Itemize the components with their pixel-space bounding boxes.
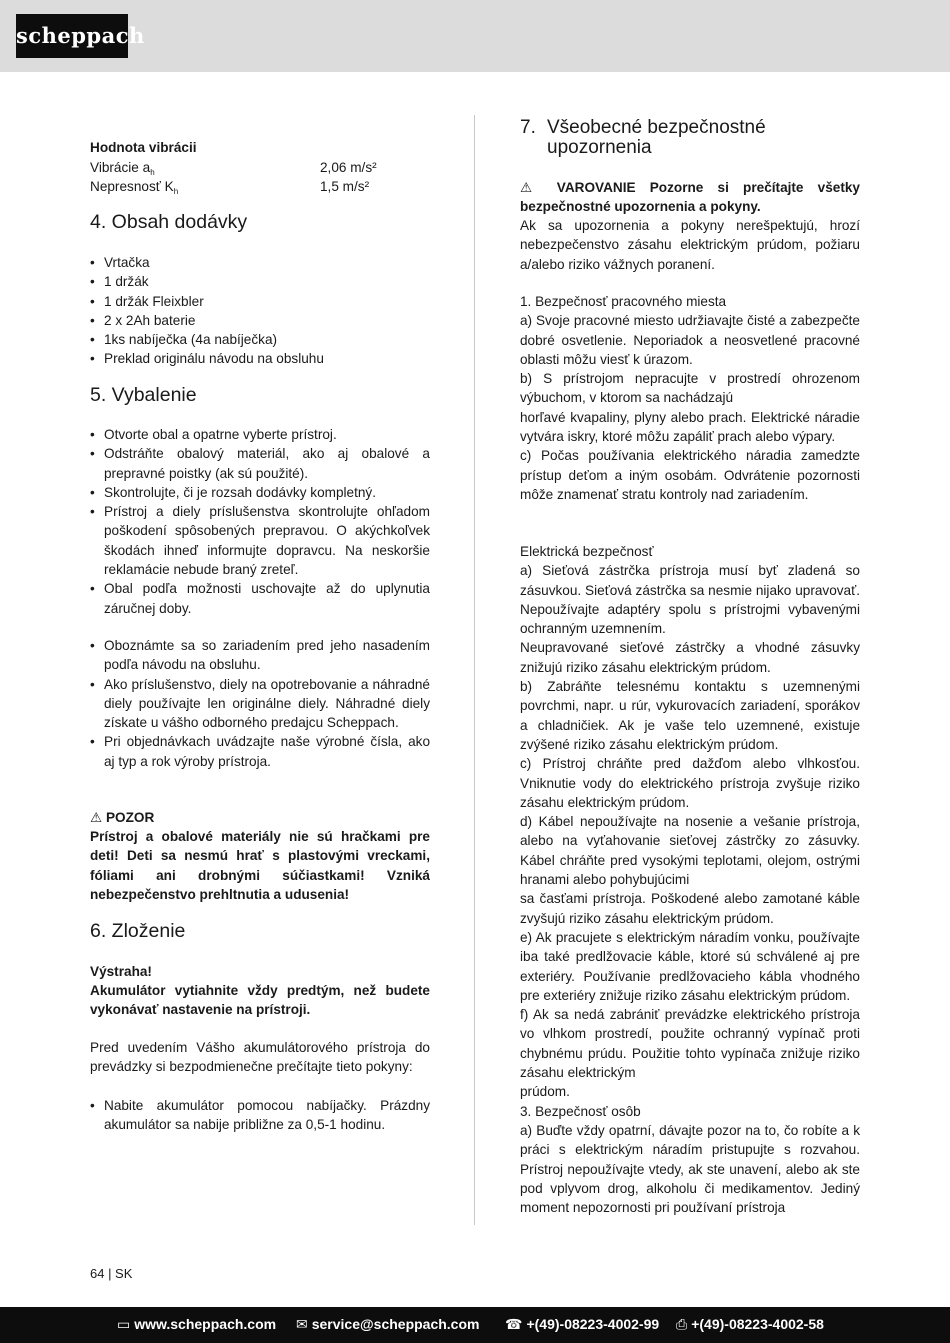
footer-web[interactable] (117, 1316, 276, 1333)
vibration-value: 2,06 m/s² (320, 160, 377, 175)
list-item: • Odstráňte obalový materiál, ako aj obalové a prepravné poistky (ak sú použité). (90, 444, 430, 483)
section-7-number: 7. (520, 117, 536, 138)
list-item: • Obal podľa možnosti uschovajte až do uplynutia záručnej doby. (90, 579, 430, 618)
phone-number: +(49)-08223-4002-99 (526, 1316, 660, 1332)
page-header (0, 0, 950, 72)
page-footer (0, 1307, 950, 1343)
vibration-title: Hodnota vibrácii (90, 140, 197, 155)
uncertainty-label: Nepresnosť K (90, 179, 174, 194)
column-divider (474, 115, 475, 1225)
web-link[interactable]: www.scheppach.com (134, 1316, 277, 1332)
list-item: • 2 x 2Ah baterie (90, 311, 430, 330)
safety-warning-bold: ⚠ VAROVANIE Pozorne si prečítajte všetky bezpečnostné upozornenia a pokyny. (520, 180, 860, 215)
list-item: • Ako príslušenstvo, diely na opotrebovanie a náhradné diely používajte len originálne diely. Náhradné diely získate u vášho odborného predajcu Scheppach. (90, 675, 430, 733)
warning-label: Výstraha! (90, 964, 152, 979)
list-item: • Pri objednávkach uvádzajte naše výrobné čísla, ako aj typ a rok výroby prístroja. (90, 732, 430, 771)
assembly-list (90, 1096, 430, 1135)
email-link[interactable]: service@scheppach.com (311, 1316, 480, 1332)
unpacking-list-b (90, 636, 430, 771)
list-item: • 1ks nabíječka (4a nabíječka) (90, 330, 430, 349)
list-item: • 1 držák Fleixbler (90, 292, 430, 311)
vibration-sub: h (150, 168, 155, 177)
monitor-icon: ▭ (117, 1316, 131, 1332)
section-4-title: 4. Obsah dodávky (90, 211, 248, 233)
footer-fax (676, 1316, 824, 1333)
electrical-safety-block: Elektrická bezpečnosť a) Sieťová zástrčka prístroja musí byť zladená so zásuvkou. Sieťová zástrčka sa nesmie nijako upravovať. Nepoužívajte adaptéry spolu s prístrojmi vybavenými ochranným uzemnením. Neupravované sieťové zástrčky a vhodné zásuvky znižujú riziko zásahu elektrickým prúdom. b) Zabráňte telesnému kontaktu s uzemnenými povrchmi, napr. u rúr, vykurovacích zariadení, sporákov a chladničiek. Ak je vaše telo uzemnené, existuje zvýšené riziko zásahu elektrickým prúdom. c) Prístroj chráňte pred dažďom alebo vlhkosťou. Vniknutie vody do elektrického prístroja zvyšuje riziko zásahu elektrickým prúdom. d) Kábel nepoužívajte na nosenie a vešanie prístroja, alebo na vyťahovanie sieťovej zástrčky zo zásuvky. Kábel chráňte pred vysokými teplotami, olejom, ostrými hranami alebo pohybujúcimi sa časťami prístroja. Poškodené alebo zamotané káble zvyšujú riziko zásahu elektrickým prúdom. e) Ak pracujete s elektrickým náradím vonku, používajte iba také predlžovacie káble, ktoré sú schválené aj pre exteriéry. Používanie predlžovacieho kábla vhodného pre exteriéry znižuje riziko zásahu elektrickým prúdom. f) Ak sa nedá zabrániť prevádzke elektrického prístroja vo vlhkom prostredí, použite ochranný vypínač proti chybnému prúdu. Použitie tohto vypínača znižuje riziko zásahu elektrickým prúdom. 3. Bezpečnosť osôb a) Buďte vždy opatrní, dávajte pozor na to, čo robíte a k práci s elektrickým náradím pristupujte s rozvahou. Prístroj nepoužívajte vtedy, ak ste unavení, alebo ak ste pod vplyvom drog, alkoholu či medikamentov. Jediný moment nepozornosti pri používaní prístroja (520, 544, 860, 1216)
section-7-line2: upozornenia (547, 137, 652, 158)
workplace-safety-block: 1. Bezpečnosť pracovného miesta a) Svoje pracovné miesto udržiavajte čisté a zabezpečte dobré osvetlenie. Neporiadok a neosvetlené pracovné oblasti môžu viesť k úrazom. b) S prístrojom nepracujte v prostredí ohrozenom výbuchom, v ktorom sa nachádzajú horľavé kvapaliny, plyny alebo prach. Elektrické náradie vytvára iskry, ktoré môžu zapáliť prach alebo výpary. c) Počas používania elektrického náradia zamedzte prístup deťom a iným osobám. Odvrátenie pozornosti môže znamenať stratu kontroly nad zariadením. (520, 294, 860, 502)
assembly-paragraph: Pred uvedením Vášho akumulátorového prístroja do prevádzky si bezpodmienečne prečítajte tieto pokyny: (90, 1040, 430, 1075)
section-7-line1: Všeobecné bezpečnostné (547, 117, 766, 138)
caution-text: Prístroj a obalové materiály nie sú hračkami pre deti! Deti sa nesmú hrať s plastovými vreckami, fóliami ani drobnými súčiastkami! Vzniká nebezpečenstvo prehltnutia a udusenia! (90, 829, 430, 902)
page-number: 64 | SK (90, 1266, 133, 1281)
list-item: • Oboznámte sa so zariadením pred jeho nasadením podľa návodu na obsluhu. (90, 636, 430, 675)
section-5-title: 5. Vybalenie (90, 384, 197, 406)
section-6-title: 6. Zloženie (90, 920, 186, 942)
phone-icon: ☎ (505, 1316, 523, 1332)
uncertainty-value: 1,5 m/s² (320, 179, 370, 194)
list-item: • Preklad originálu návodu na obsluhu (90, 349, 430, 368)
list-item: • Vrtačka (90, 253, 430, 272)
fax-icon: ⎙ (676, 1316, 688, 1332)
uncertainty-sub: h (173, 187, 179, 196)
scheppach-logo: scheppach (16, 14, 128, 58)
list-item: • Otvorte obal a opatrne vyberte prístroj. (90, 425, 430, 444)
fax-number: +(49)-08223-4002-58 (691, 1316, 824, 1332)
safety-warning-text: Ak sa upozornenia a pokyny nerešpektujú, hrozí nebezpečenstvo zásahu elektrickým prúdom, požiaru a/alebo riziko vážnych poranení. (520, 218, 860, 272)
section-7-title (520, 118, 860, 158)
unpacking-list-a (90, 425, 430, 618)
delivery-list (90, 253, 430, 369)
warning-text: Akumulátor vytiahnite vždy predtým, než budete vykonávať nastavenie na prístroji. (90, 983, 430, 1018)
uncertainty-row (90, 177, 430, 201)
caution-label: ⚠ POZOR (90, 810, 155, 825)
list-item: • Nabite akumulátor pomocou nabíjačky. Prázdny akumulátor sa nabije približne za 0,5-1 hodinu. (90, 1096, 430, 1135)
mail-icon: ✉ (296, 1316, 308, 1332)
footer-email[interactable] (296, 1316, 479, 1333)
vibration-label: Vibrácie a (90, 160, 151, 175)
list-item: • Prístroj a diely príslušenstva skontrolujte ohľadom poškodení spôsobených prepravou. O akýchkoľvek škodách ihneď informujte dopravcu. Na neskoršie reklamácie nebude braný zreteľ. (90, 502, 430, 579)
list-item: • 1 držák (90, 272, 430, 291)
list-item: • Skontrolujte, či je rozsah dodávky kompletný. (90, 483, 430, 502)
footer-phone (505, 1316, 659, 1333)
